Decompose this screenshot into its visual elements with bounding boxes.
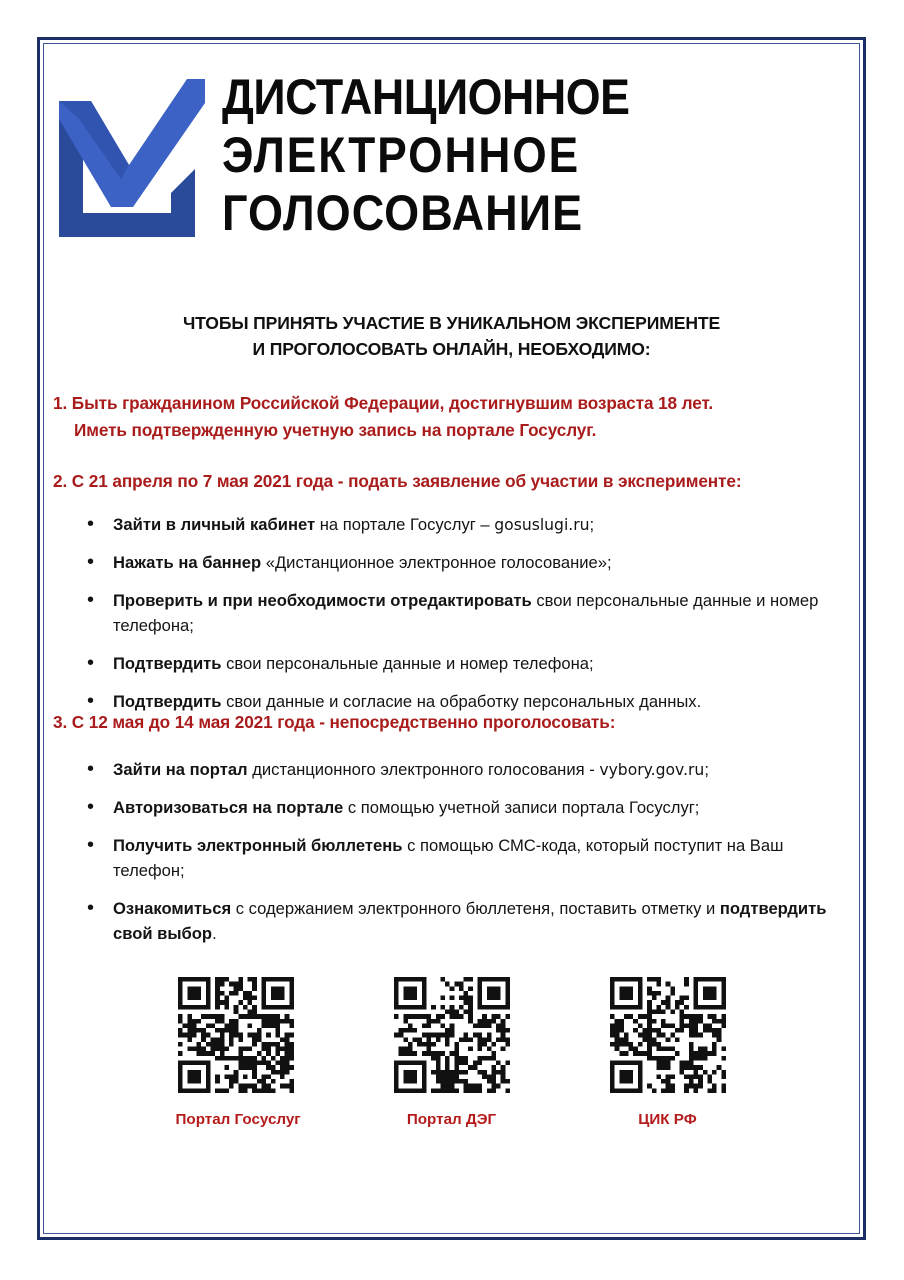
qr-code-image[interactable] <box>394 977 510 1093</box>
list-item-tail: ; <box>704 760 709 779</box>
list-item <box>77 588 849 638</box>
list-item-url[interactable]: vybory.gov.ru <box>599 761 705 779</box>
list-item-lead-2: подтвердить свой выбор <box>113 898 827 944</box>
qr-code-item[interactable] <box>392 977 512 1128</box>
list-item <box>77 795 849 820</box>
list-item-text: свои данные и согласие на обработку персональных данных. <box>221 691 702 711</box>
list-item-lead: Авторизоваться на портале <box>113 798 344 818</box>
list-item-text: с помощью учетной записи портала Госуслуг; <box>343 798 700 818</box>
list-item-text: свои персональные данные и номер телефона; <box>221 653 594 673</box>
qr-code-image[interactable] <box>178 977 294 1093</box>
list-item-text: свои персональные данные и номер телефона; <box>113 590 819 636</box>
list-item-text: с помощью СМС-кода, который поступит на Ваш телефон; <box>113 835 784 881</box>
qr-code-label: Портал ДЭГ <box>406 1111 497 1128</box>
step-3-bullet-list <box>77 757 849 959</box>
step-2-heading: 2. С 21 апреля по 7 мая 2021 года - подать заявление об участии в эксперименте: <box>53 471 742 491</box>
list-item-lead: Ознакомиться <box>113 898 232 918</box>
intro-heading <box>47 311 856 362</box>
list-item-text: «Дистанционное электронное голосование»; <box>261 553 612 573</box>
qr-code-image[interactable] <box>610 977 726 1093</box>
list-item-lead: Подтвердить <box>113 691 222 711</box>
step-1-line-1: 1. Быть гражданином Российской Федерации, достигнувшим возраста 18 лет. <box>53 393 713 413</box>
list-item-text: с содержанием электронного бюллетеня, поставить отметку и <box>231 898 720 918</box>
list-item <box>77 896 849 946</box>
list-item-tail: ; <box>589 515 595 534</box>
logo-line-3: ГОЛОСОВАНИЕ <box>222 185 584 241</box>
qr-code-item[interactable] <box>175 977 301 1128</box>
logo-wordmark <box>222 60 692 241</box>
intro-line-2: И ПРОГОЛОСОВАТЬ ОНЛАЙН, НЕОБХОДИМО: <box>252 338 651 359</box>
list-item-lead: Получить электронный бюллетень <box>113 835 403 855</box>
list-item <box>77 833 849 883</box>
logo-line-1: ДИСТАНЦИОННОЕ <box>222 69 630 125</box>
list-item-lead: Нажать на баннер <box>113 553 262 573</box>
logo-block <box>55 60 695 255</box>
poster-content <box>47 47 856 1230</box>
list-item-tail: . <box>212 924 217 944</box>
list-item <box>77 757 849 783</box>
ballot-box-checkmark-icon <box>55 73 207 241</box>
list-item-lead: Зайти на портал <box>113 760 248 779</box>
list-item-lead: Подтвердить <box>113 653 222 673</box>
qr-code-row <box>47 977 856 1128</box>
qr-code-item[interactable] <box>608 977 728 1128</box>
step-1-line-2: Иметь подтвержденную учетную запись на портале Госуслуг. <box>74 419 597 440</box>
list-item <box>77 651 849 676</box>
list-item-text: дистанционного электронного голосования - <box>247 760 600 779</box>
list-item <box>77 550 849 575</box>
list-item-url[interactable]: gosuslugi.ru <box>494 516 590 534</box>
list-item-lead: Зайти в личный кабинет <box>113 515 316 534</box>
step-2-bullet-list <box>77 512 849 726</box>
list-item-text: на портале Госуслуг – <box>315 515 495 534</box>
list-item-lead: Проверить и при необходимости отредактировать <box>113 590 532 610</box>
logo-line-2: ЭЛЕКТРОННОЕ <box>222 127 581 183</box>
qr-code-label: Портал Госуслуг <box>175 1111 301 1128</box>
intro-line-1: ЧТОБЫ ПРИНЯТЬ УЧАСТИЕ В УНИКАЛЬНОМ ЭКСПЕРИМЕНТЕ <box>182 313 721 333</box>
step-3-heading: 3. С 12 мая до 14 мая 2021 года - непосредственно проголосовать: <box>53 712 616 732</box>
qr-code-label: ЦИК РФ <box>638 1111 697 1128</box>
list-item <box>77 512 849 538</box>
step-1-heading <box>53 390 853 443</box>
